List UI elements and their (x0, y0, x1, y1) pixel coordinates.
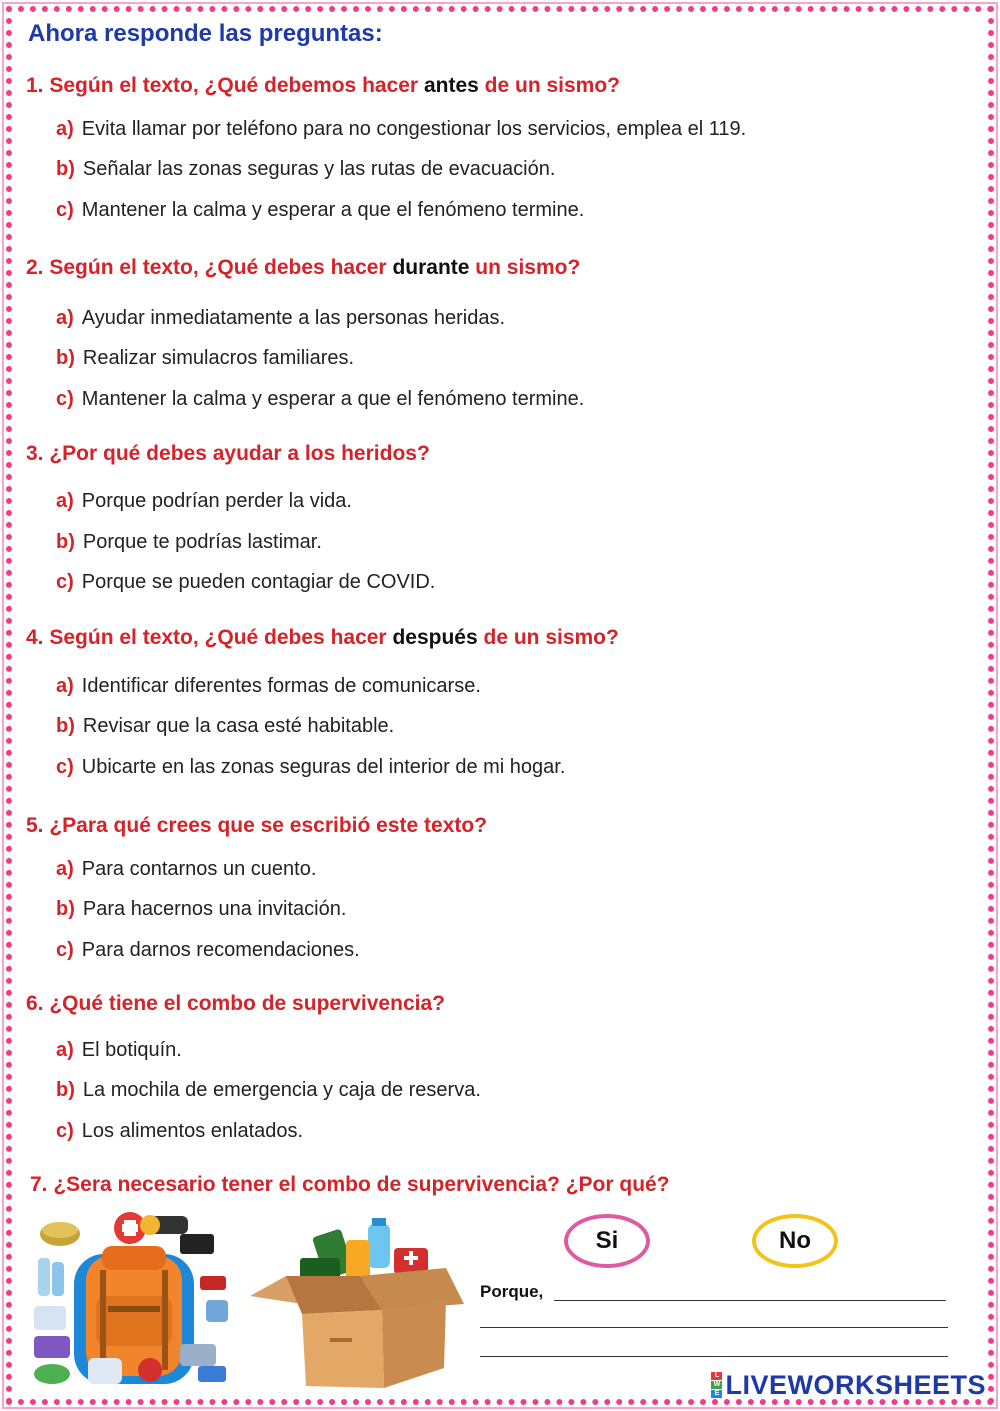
question-5: 5. ¿Para qué crees que se escribió este texto? (26, 814, 488, 837)
question-3-option-c[interactable]: c) Porque se pueden contagiar de COVID. (56, 571, 436, 593)
question-4-option-a[interactable]: a) Identificar diferentes formas de comunicarse. (56, 675, 481, 697)
question-6-option-b[interactable]: b) La mochila de emergencia y caja de reserva. (56, 1079, 481, 1101)
porque-label: Porque, (480, 1282, 544, 1301)
question-6: 6. ¿Qué tiene el combo de supervivencia? (26, 992, 445, 1015)
question-6-option-a[interactable]: a) El botiquín. (56, 1039, 182, 1061)
question-5-option-c[interactable]: c) Para darnos recomendaciones. (56, 939, 360, 961)
answer-line-1[interactable] (554, 1300, 946, 1301)
question-3-option-b[interactable]: b) Porque te podrías lastimar. (56, 531, 322, 553)
question-3-option-a[interactable]: a) Porque podrían perder la vida. (56, 490, 352, 512)
question-5-option-b[interactable]: b) Para hacernos una invitación. (56, 898, 347, 920)
question-4: 4. Según el texto, ¿Qué debes hacer después de un sismo? (26, 626, 619, 649)
page-title: Ahora responde las preguntas: (28, 20, 383, 47)
emergency-backpack-illustration (30, 1206, 240, 1390)
question-1: 1. Según el texto, ¿Qué debemos hacer antes de un sismo? (26, 74, 620, 97)
question-1-option-c[interactable]: c) Mantener la calma y esperar a que el fenómeno termine. (56, 199, 585, 221)
yes-option[interactable]: Si (564, 1214, 650, 1268)
question-3: 3. ¿Por qué debes ayudar a los heridos? (26, 442, 430, 465)
question-4-option-b[interactable]: b) Revisar que la casa esté habitable. (56, 715, 395, 737)
survival-box-illustration (250, 1218, 470, 1390)
question-5-option-a[interactable]: a) Para contarnos un cuento. (56, 858, 317, 880)
question-2-option-c[interactable]: c) Mantener la calma y esperar a que el fenómeno termine. (56, 388, 585, 410)
logo-text: LIVEWORKSHEETS (725, 1370, 986, 1400)
question-1-option-b[interactable]: b) Señalar las zonas seguras y las rutas de evacuación. (56, 158, 556, 180)
question-2-option-a[interactable]: a) Ayudar inmediatamente a las personas heridas. (56, 307, 506, 329)
question-6-option-c[interactable]: c) Los alimentos enlatados. (56, 1120, 304, 1142)
no-option[interactable]: No (752, 1214, 838, 1268)
logo-badge-icon: L W E (711, 1372, 722, 1399)
question-2-option-b[interactable]: b) Realizar simulacros familiares. (56, 347, 355, 369)
question-4-option-c[interactable]: c) Ubicarte en las zonas seguras del interior de mi hogar. (56, 756, 566, 778)
question-7: 7. ¿Sera necesario tener el combo de supervivencia? ¿Por qué? (30, 1173, 670, 1196)
question-1-option-a[interactable]: a) Evita llamar por teléfono para no congestionar los servicios, emplea el 119. (56, 118, 747, 140)
question-2: 2. Según el texto, ¿Qué debes hacer durante un sismo? (26, 256, 581, 279)
liveworksheets-logo (711, 1370, 986, 1401)
answer-line-3[interactable] (480, 1356, 948, 1357)
answer-line-2[interactable] (480, 1327, 948, 1328)
